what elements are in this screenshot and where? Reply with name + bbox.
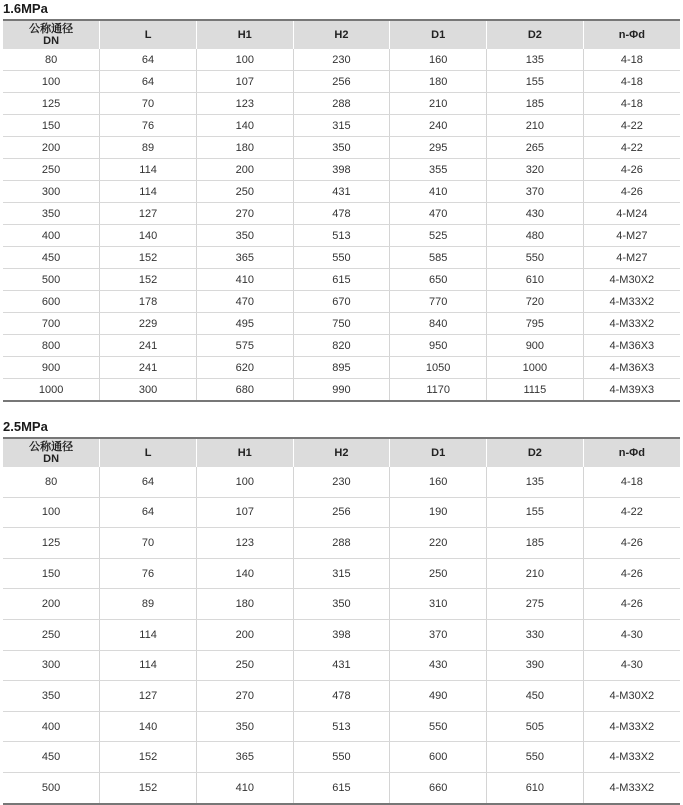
table-cell: 210 (487, 115, 584, 137)
table-cell: 720 (487, 291, 584, 313)
table-cell: 525 (390, 225, 487, 247)
table-cell: 4-M36X3 (583, 335, 680, 357)
table-cell: 315 (293, 115, 390, 137)
table-cell: 100 (196, 467, 293, 497)
table-cell: 820 (293, 335, 390, 357)
table-cell: 123 (196, 528, 293, 559)
table-cell: 135 (487, 467, 584, 497)
table-cell: 160 (390, 49, 487, 71)
spec-table-1-6mpa (3, 19, 680, 402)
table-row (3, 313, 680, 335)
table-cell: 155 (487, 71, 584, 93)
table-cell: 140 (196, 115, 293, 137)
table-cell: 100 (3, 497, 100, 528)
column-header (583, 438, 680, 467)
table-row (3, 497, 680, 528)
table-row (3, 225, 680, 247)
table-row (3, 71, 680, 93)
table-row (3, 772, 680, 803)
table-row (3, 357, 680, 379)
table-cell: 585 (390, 247, 487, 269)
table-row (3, 269, 680, 291)
table-cell: 398 (293, 159, 390, 181)
table-cell: 1000 (3, 379, 100, 402)
table-cell: 315 (293, 558, 390, 589)
table-cell: 4-26 (583, 528, 680, 559)
table-cell: 4-18 (583, 49, 680, 71)
table-cell: 615 (293, 269, 390, 291)
table-cell: 1115 (487, 379, 584, 402)
table-cell: 114 (100, 650, 197, 681)
table-cell: 840 (390, 313, 487, 335)
table-cell: 470 (390, 203, 487, 225)
table-header-row (3, 20, 680, 49)
table-cell: 410 (390, 181, 487, 203)
table-cell: 610 (487, 269, 584, 291)
column-header-text: D2 (527, 29, 542, 41)
table-cell: 550 (293, 742, 390, 773)
table-row (3, 681, 680, 712)
table-cell: 310 (390, 589, 487, 620)
table-cell: 80 (3, 49, 100, 71)
table-cell: 250 (196, 181, 293, 203)
table-cell: 410 (196, 269, 293, 291)
table-row (3, 742, 680, 773)
table-cell: 513 (293, 711, 390, 742)
table-cell: 660 (390, 772, 487, 803)
column-header (293, 438, 390, 467)
table-cell: 513 (293, 225, 390, 247)
table-cell: 64 (100, 467, 197, 497)
table-row (3, 335, 680, 357)
table-cell: 700 (3, 313, 100, 335)
column-header (583, 20, 680, 49)
column-header (390, 20, 487, 49)
table-cell: 390 (487, 650, 584, 681)
table-cell: 220 (390, 528, 487, 559)
table-cell: 200 (3, 589, 100, 620)
table-cell: 123 (196, 93, 293, 115)
table-cell: 160 (390, 467, 487, 497)
table-cell: 950 (390, 335, 487, 357)
table-cell: 140 (100, 711, 197, 742)
table-row (3, 619, 680, 650)
table-cell: 70 (100, 528, 197, 559)
table-cell: 256 (293, 71, 390, 93)
table-cell: 4-26 (583, 558, 680, 589)
table-cell: 200 (196, 159, 293, 181)
column-header (100, 438, 197, 467)
table-cell: 152 (100, 742, 197, 773)
table-cell: 650 (390, 269, 487, 291)
column-header-text: D1 (431, 447, 446, 459)
table-cell: 4-M30X2 (583, 681, 680, 712)
table-cell: 152 (100, 772, 197, 803)
table-cell: 490 (390, 681, 487, 712)
table-cell: 478 (293, 203, 390, 225)
table-cell: 155 (487, 497, 584, 528)
table-row (3, 711, 680, 742)
table-cell: 150 (3, 558, 100, 589)
table-cell: 180 (390, 71, 487, 93)
table-cell: 4-M30X2 (583, 269, 680, 291)
column-header (487, 20, 584, 49)
column-header-text: n-Φd (618, 447, 645, 459)
table-cell: 127 (100, 681, 197, 712)
table-cell: 4-30 (583, 650, 680, 681)
table-cell: 180 (196, 589, 293, 620)
column-header-text: H1 (237, 29, 252, 41)
table-cell: 365 (196, 742, 293, 773)
table-cell: 241 (100, 357, 197, 379)
table-cell: 152 (100, 247, 197, 269)
table-cell: 4-M39X3 (583, 379, 680, 402)
column-header-text: H1 (237, 447, 252, 459)
column-header (293, 20, 390, 49)
table-cell: 680 (196, 379, 293, 402)
table-cell: 64 (100, 49, 197, 71)
table-cell: 250 (3, 619, 100, 650)
table-cell: 895 (293, 357, 390, 379)
table-cell: 76 (100, 558, 197, 589)
table-cell: 270 (196, 203, 293, 225)
table-cell: 320 (487, 159, 584, 181)
table-cell: 1170 (390, 379, 487, 402)
table-cell: 114 (100, 619, 197, 650)
table-cell: 670 (293, 291, 390, 313)
table-cell: 190 (390, 497, 487, 528)
table-cell: 370 (390, 619, 487, 650)
table-cell: 795 (487, 313, 584, 335)
table-cell: 230 (293, 467, 390, 497)
table-header-row (3, 438, 680, 467)
column-header (196, 20, 293, 49)
table-cell: 4-18 (583, 467, 680, 497)
table-cell: 365 (196, 247, 293, 269)
table-cell: 615 (293, 772, 390, 803)
table-cell: 107 (196, 71, 293, 93)
table-cell: 80 (3, 467, 100, 497)
table-cell: 430 (487, 203, 584, 225)
table-row (3, 650, 680, 681)
table-cell: 480 (487, 225, 584, 247)
table-cell: 270 (196, 681, 293, 712)
table-cell: 4-M36X3 (583, 357, 680, 379)
section-title-1-6mpa: 1.6MPa (3, 1, 48, 16)
table-cell: 350 (3, 681, 100, 712)
table-cell: 64 (100, 71, 197, 93)
table-row (3, 49, 680, 71)
table-cell: 350 (293, 137, 390, 159)
column-header-text: H2 (334, 447, 349, 459)
table-cell: 150 (3, 115, 100, 137)
table-row (3, 203, 680, 225)
table-cell: 350 (196, 711, 293, 742)
table-cell: 600 (390, 742, 487, 773)
table-cell: 4-M27 (583, 225, 680, 247)
table-cell: 470 (196, 291, 293, 313)
table-cell: 210 (487, 558, 584, 589)
table-cell: 125 (3, 93, 100, 115)
table-cell: 185 (487, 93, 584, 115)
column-header (390, 438, 487, 467)
table-cell: 505 (487, 711, 584, 742)
table-cell: 400 (3, 225, 100, 247)
table-cell: 180 (196, 137, 293, 159)
table-cell: 450 (3, 247, 100, 269)
column-header-text: 公称通径 (29, 441, 74, 453)
table-cell: 107 (196, 497, 293, 528)
table-cell: 140 (100, 225, 197, 247)
table-row (3, 181, 680, 203)
table-cell: 152 (100, 269, 197, 291)
table-cell: 178 (100, 291, 197, 313)
table-row (3, 291, 680, 313)
table-cell: 240 (390, 115, 487, 137)
table-cell: 114 (100, 181, 197, 203)
column-header (487, 438, 584, 467)
table-cell: 70 (100, 93, 197, 115)
table-cell: 1050 (390, 357, 487, 379)
table-cell: 4-26 (583, 159, 680, 181)
table-cell: 610 (487, 772, 584, 803)
column-header-text: D2 (527, 447, 542, 459)
table-cell: 275 (487, 589, 584, 620)
table-cell: 750 (293, 313, 390, 335)
table-cell: 550 (487, 742, 584, 773)
table-cell: 410 (196, 772, 293, 803)
table-row (3, 467, 680, 497)
table-cell: 4-26 (583, 589, 680, 620)
table-cell: 4-M33X2 (583, 711, 680, 742)
table-cell: 4-22 (583, 115, 680, 137)
table-cell: 140 (196, 558, 293, 589)
table-cell: 400 (3, 711, 100, 742)
table-row (3, 247, 680, 269)
column-header (3, 20, 100, 49)
table-cell: 89 (100, 137, 197, 159)
table-cell: 430 (390, 650, 487, 681)
table-cell: 1000 (487, 357, 584, 379)
table-cell: 241 (100, 335, 197, 357)
table-cell: 4-M33X2 (583, 291, 680, 313)
table-cell: 288 (293, 528, 390, 559)
section-title-2-5mpa: 2.5MPa (3, 419, 48, 434)
table-row (3, 159, 680, 181)
table-cell: 76 (100, 115, 197, 137)
table-cell: 4-22 (583, 137, 680, 159)
table-cell: 450 (487, 681, 584, 712)
table-cell: 295 (390, 137, 487, 159)
table-row (3, 558, 680, 589)
table-cell: 355 (390, 159, 487, 181)
table-cell: 185 (487, 528, 584, 559)
column-header (196, 438, 293, 467)
table-cell: 4-M33X2 (583, 742, 680, 773)
table-cell: 300 (3, 181, 100, 203)
table-cell: 431 (293, 650, 390, 681)
table-cell: 330 (487, 619, 584, 650)
table-cell: 89 (100, 589, 197, 620)
table-cell: 300 (100, 379, 197, 402)
table-cell: 550 (487, 247, 584, 269)
table-cell: 100 (3, 71, 100, 93)
table-cell: 900 (487, 335, 584, 357)
table-cell: 127 (100, 203, 197, 225)
table-row (3, 115, 680, 137)
table-cell: 900 (3, 357, 100, 379)
table-cell: 250 (390, 558, 487, 589)
table-cell: 200 (3, 137, 100, 159)
table-cell: 4-22 (583, 497, 680, 528)
column-header-text: L (144, 447, 152, 459)
table-cell: 770 (390, 291, 487, 313)
table-row (3, 528, 680, 559)
table-row (3, 137, 680, 159)
table-cell: 4-M33X2 (583, 313, 680, 335)
table-cell: 600 (3, 291, 100, 313)
table-cell: 575 (196, 335, 293, 357)
table-row (3, 589, 680, 620)
table-cell: 250 (3, 159, 100, 181)
table-cell: 800 (3, 335, 100, 357)
column-header-text: DN (43, 453, 60, 465)
column-header-text: 公称通径 (29, 23, 74, 35)
table-cell: 265 (487, 137, 584, 159)
column-header (3, 438, 100, 467)
table-cell: 135 (487, 49, 584, 71)
table-cell: 256 (293, 497, 390, 528)
table-cell: 229 (100, 313, 197, 335)
table-cell: 114 (100, 159, 197, 181)
table-cell: 4-18 (583, 93, 680, 115)
table-cell: 450 (3, 742, 100, 773)
table-cell: 4-M27 (583, 247, 680, 269)
table-cell: 300 (3, 650, 100, 681)
table-cell: 990 (293, 379, 390, 402)
table-cell: 64 (100, 497, 197, 528)
table-cell: 4-18 (583, 71, 680, 93)
table-cell: 200 (196, 619, 293, 650)
column-header-text: DN (43, 35, 60, 47)
table-cell: 4-M24 (583, 203, 680, 225)
table-cell: 350 (293, 589, 390, 620)
table-cell: 431 (293, 181, 390, 203)
table-cell: 350 (196, 225, 293, 247)
table-cell: 370 (487, 181, 584, 203)
column-header (100, 20, 197, 49)
spec-table-2-5mpa (3, 437, 680, 805)
table-cell: 500 (3, 269, 100, 291)
column-header-text: n-Φd (618, 29, 645, 41)
table-cell: 125 (3, 528, 100, 559)
table-cell: 398 (293, 619, 390, 650)
column-header-text: H2 (334, 29, 349, 41)
table-cell: 495 (196, 313, 293, 335)
table-cell: 550 (293, 247, 390, 269)
table-cell: 230 (293, 49, 390, 71)
table-cell: 210 (390, 93, 487, 115)
table-cell: 350 (3, 203, 100, 225)
table-cell: 550 (390, 711, 487, 742)
table-row (3, 379, 680, 402)
table-cell: 620 (196, 357, 293, 379)
table-cell: 250 (196, 650, 293, 681)
table-cell: 4-26 (583, 181, 680, 203)
table-cell: 500 (3, 772, 100, 803)
column-header-text: L (144, 29, 152, 41)
table-cell: 478 (293, 681, 390, 712)
table-cell: 100 (196, 49, 293, 71)
column-header-text: D1 (431, 29, 446, 41)
table-cell: 4-M33X2 (583, 772, 680, 803)
table-row (3, 93, 680, 115)
table-cell: 288 (293, 93, 390, 115)
table-cell: 4-30 (583, 619, 680, 650)
